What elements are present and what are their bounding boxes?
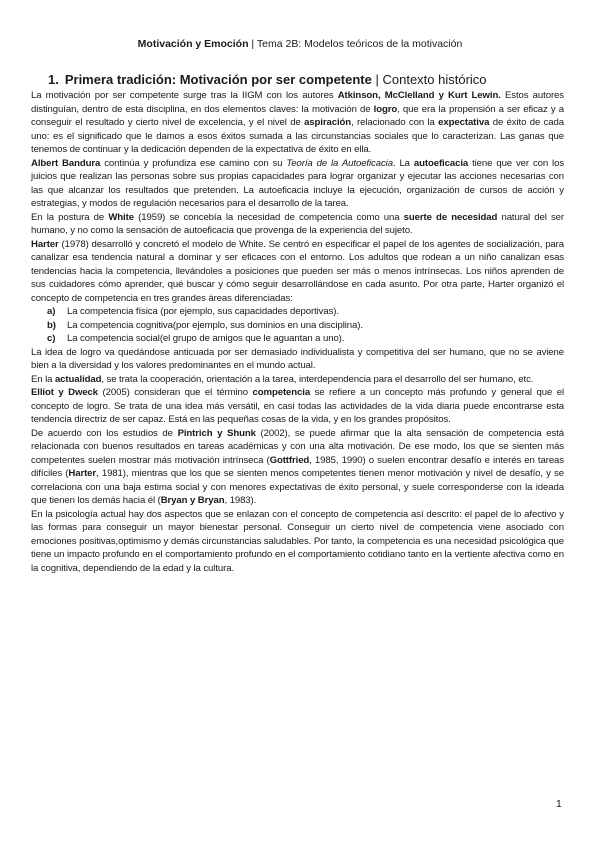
text: . La [392,157,414,169]
text: continúa y profundiza ese camino con su [100,157,287,169]
competence-areas-list [31,305,564,346]
list-item-label: c) [47,333,56,344]
header-separator: | [248,38,257,50]
topic-title: Tema 2B: Modelos teóricos de la motivación [256,38,463,50]
text: Estos autores distinguían, dentro de esta disciplina, en dos elementos claves: la motivación de [31,90,564,115]
text: , se trata la cooperación, orientación a la tarea, interdependencia para el desarrollo del ser humano, etc. [101,373,534,385]
author-elliot-dweck: Elliot y Dweck [31,387,99,398]
term-expectativa: expectativa [438,117,490,128]
paragraph-pintrich-shunk [31,427,564,508]
list-item-label: a) [47,306,56,317]
author-names: Atkinson, McClelland y Kurt Lewin. [337,90,501,101]
list-item-text: La competencia física (por ejemplo, sus capacidades deportivas). [67,306,339,317]
text: En la psicología actual hay dos aspectos que se enlazan con el concepto de competencia así descrito: el papel de lo afectivo y las formas para conseguir un mayor bienestar personal. Conseguir un cierto nivel de competencia viene asociado con emociones positivas,optimismo y demás circunstancias saludables. Por tanto, la competencia es una necesidad psicológica que tiene un impacto profundo en el comportamiento profundo en el comportamiento cotidiano tanto en la vertiente afectiva como en la cognitiva, dependiendo de la edad y la cultura. [31,508,564,574]
author-pintrich-shunk: Pintrich y Shunk [177,427,256,439]
text: tiene que ver con los juicios que realizan las personas sobre sus propias capacidades para lograr organizar y ejecutar las acciones necesarias con las que alcanzar los resultados que pretenden. La autoeficacia incluye la ejecución, organización de cursos de acción y estrategias, y modos de regulación necesarios para el desarrollo de la tarea. [31,157,565,209]
text: La motivación por ser competente surge tras la IIGM con los autores [31,90,338,101]
list-item [31,332,564,346]
section-heading [48,72,568,88]
term-autoeficacia: autoeficacia [413,157,469,169]
paragraph-harter [31,238,564,306]
paragraph-psicologia-actual [31,508,564,576]
term-logro: logro [373,103,398,115]
text: de éxito de cada uno: es el significado que le damos a esos éxitos sumada a las circunstancias sociales que lo caracterizan. Las ganas que tenemos de continuar y la dedicación dependen de la expectativa de éxito en ella. [31,117,564,155]
paragraph-actualidad [31,373,564,387]
text: natural del ser humano, y no como la sensación de autoeficacia que provenga de la experiencia del sujeto. [31,211,564,236]
list-item-text: La competencia cognitiva(por ejemplo, sus dominios en una disciplina). [67,319,363,331]
author-bryan: Bryan y Bryan [160,495,225,506]
text: , relacionado con la [351,117,439,128]
section-title: Primera tradición: Motivación por ser competente [64,72,372,87]
paragraph-white [31,211,564,238]
paragraph-logro-anticuada [31,346,564,373]
text: , que era la propensión a ser eficaz y a conseguir el resultado y cierto nivel de excelencia, y el nivel de [31,103,564,128]
text: (2002), se puede afirmar que la alta sensación de competencia está relacionada con buenos resultados en tareas académicas y con una alta motivación. De ese modo, los que se sienten más competentes suelen mostrar más motivación intrínseca ( [31,427,564,466]
section-subtitle: Contexto histórico [382,72,487,87]
theory-title: Teoría de la Autoeficacia [286,157,393,169]
text: En la postura de [31,211,109,223]
text: (2005) consideran que el término [98,387,253,398]
paragraph-bandura [31,157,564,211]
section-heading-separator: | [371,72,383,87]
paragraph-elliot-dweck [31,386,564,427]
text: , 1985, 1990) o suelen encontrar desafío e interés en tareas difíciles ( [31,454,564,479]
list-item-text: La competencia social(el grupo de amigos que le aguantan a uno). [67,333,345,344]
course-title: Motivación y Emoción [137,38,249,50]
term-suerte-de-necesidad: suerte de necesidad [403,211,498,223]
text: (1959) se concebía la necesidad de competencia como una [133,211,404,223]
text: se refiere a un concepto más profundo y general que el concepto de logro. Se trata de una idea más versátil, en casi todas las actividades de la vida diaria puede encontrarse esta tendencia directriz de ser capaz. Está en las pequeñas cosas de la vida, y en los grandes propósitos. [31,387,564,425]
text: (1978) desarrolló y concretó el modelo de White. Se centró en especificar el papel de los agentes de socialización, para canalizar esa tendencia natural a dominar y ser eficaces con el entorno. Los adultos que rodean a un niño canalizan esas tendencias hacia la competencia, llevándoles a posiciones que pueden ser más o menos intrínsecas. Los niños aprenden de sus cuidadores cómo aprender, qué buscar y cómo seguir desarrollándose en cada asunto. Por otra parte, Harter organizó el concepto de competencia en tres grandes áreas diferenciadas: [31,238,564,304]
paragraph-origins [31,89,564,157]
term-actualidad: actualidad [54,373,102,385]
author-harter: Harter [31,238,59,250]
term-competencia: competencia [252,387,311,398]
section-number: 1. [48,72,59,87]
author-white: White [108,211,134,223]
text: La idea de logro va quedándose anticuada por ser demasiado individualista y competitiva del ser humano, que no se aviene bien a la diversidad y los valores predominantes en el mundo actual. [31,346,564,371]
author-bandura: Albert Bandura [31,157,101,169]
list-item-label: b) [47,319,56,331]
list-item [31,305,564,319]
term-aspiracion: aspiración [304,117,352,128]
author-gottfried: Gottfried [269,454,310,466]
page-header [0,38,600,51]
text: , 1983). [224,495,257,506]
list-item [31,319,564,333]
author-harter-ref: Harter [68,468,97,479]
page-number: 1 [556,798,562,810]
text: , 1981), mientras que los que se sienten menos competentes tienen menor motivación y nivel de desafío, y se correlaciona con una baja estima social y con menores expectativas de éxito personal, y suele corresponderse con la ideada que tienen los demás hacia él ( [31,468,564,506]
document-body [31,89,564,575]
text: De acuerdo con los estudios de [31,427,178,439]
text: En la [31,373,55,385]
